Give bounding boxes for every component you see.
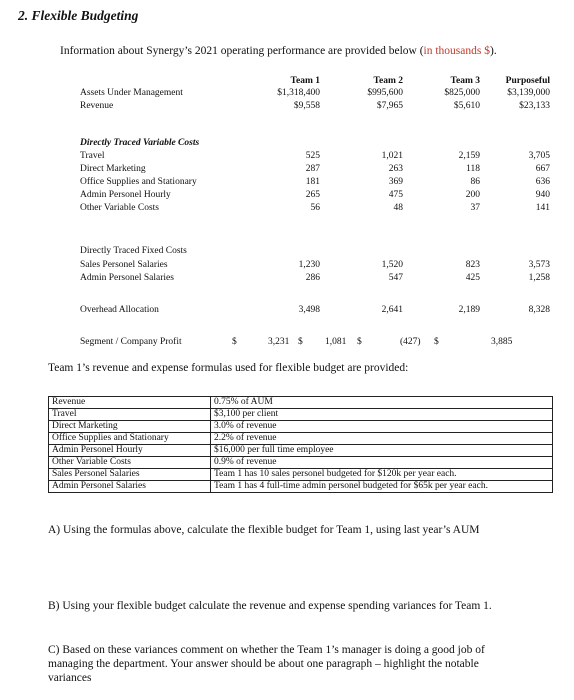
row-label: Direct Marketing bbox=[80, 164, 146, 174]
formula-table bbox=[48, 396, 553, 493]
formula-item: Admin Personel Salaries bbox=[49, 481, 211, 493]
cell: $825,000 bbox=[444, 88, 480, 98]
currency-symbol: $ bbox=[232, 337, 237, 347]
formula-value: 2.2% of revenue bbox=[211, 433, 553, 445]
cell: 200 bbox=[465, 190, 480, 200]
fixed-costs-title bbox=[80, 246, 540, 259]
row-label: Assets Under Management bbox=[80, 88, 183, 98]
cell: 525 bbox=[305, 151, 320, 161]
aum-row bbox=[80, 88, 550, 101]
profit-label: Segment / Company Profit bbox=[80, 337, 182, 347]
cell: 1,258 bbox=[528, 273, 550, 283]
formula-value: 0.9% of revenue bbox=[211, 457, 553, 469]
cell: 369 bbox=[388, 177, 403, 187]
formula-value: Team 1 has 10 sales personel budgeted for $120k per year each. bbox=[211, 469, 553, 481]
row-label: Other Variable Costs bbox=[80, 203, 159, 213]
cell: 547 bbox=[388, 273, 403, 283]
formula-value: $3,100 per client bbox=[211, 409, 553, 421]
cell: 287 bbox=[305, 164, 320, 174]
row-label: Revenue bbox=[80, 101, 114, 111]
cell: $1,318,400 bbox=[277, 88, 320, 98]
profit-purposeful: 3,885 bbox=[491, 337, 513, 347]
question-c-line3: variances bbox=[48, 672, 92, 684]
header-team1: Team 1 bbox=[290, 76, 320, 86]
formula-item: Sales Personel Salaries bbox=[49, 469, 211, 481]
table-row bbox=[80, 190, 550, 203]
cell: 475 bbox=[388, 190, 403, 200]
cell: 940 bbox=[535, 190, 550, 200]
cell: 141 bbox=[535, 203, 550, 213]
cell: 3,573 bbox=[528, 260, 550, 270]
overhead-row bbox=[80, 305, 550, 318]
table-row bbox=[49, 421, 553, 433]
row-label: Admin Personel Hourly bbox=[80, 190, 171, 200]
cell: 1,520 bbox=[381, 260, 403, 270]
formula-item: Admin Personel Hourly bbox=[49, 445, 211, 457]
variable-costs-title bbox=[80, 138, 540, 151]
cell: 286 bbox=[305, 273, 320, 283]
cell: 118 bbox=[466, 164, 480, 174]
table-row bbox=[49, 469, 553, 481]
question-a: A) Using the formulas above, calculate the flexible budget for Team 1, using last year’s AUM bbox=[48, 524, 480, 536]
cell: 181 bbox=[305, 177, 320, 187]
table-row bbox=[49, 481, 553, 493]
row-label: Overhead Allocation bbox=[80, 305, 159, 315]
cell: 823 bbox=[465, 260, 480, 270]
cell: 265 bbox=[305, 190, 320, 200]
currency-symbol: $ bbox=[298, 337, 303, 347]
question-c-line2: managing the department. Your answer should be about one paragraph – highlight the notable bbox=[48, 658, 479, 670]
header-team2: Team 2 bbox=[373, 76, 403, 86]
cell: 2,641 bbox=[381, 305, 403, 315]
cell: $995,600 bbox=[367, 88, 403, 98]
formula-item: Revenue bbox=[49, 397, 211, 409]
table-row bbox=[80, 151, 550, 164]
table-row bbox=[80, 164, 550, 177]
formula-intro: Team 1’s revenue and expense formulas used for flexible budget are provided: bbox=[48, 362, 409, 374]
formula-item: Travel bbox=[49, 409, 211, 421]
formula-item: Direct Marketing bbox=[49, 421, 211, 433]
cell: 37 bbox=[470, 203, 480, 213]
table-row bbox=[49, 397, 553, 409]
info-line bbox=[60, 45, 497, 57]
cell: 1,230 bbox=[298, 260, 320, 270]
formula-value: $16,000 per full time employee bbox=[211, 445, 553, 457]
row-label: Travel bbox=[80, 151, 105, 161]
formula-item: Office Supplies and Stationary bbox=[49, 433, 211, 445]
cell: $5,610 bbox=[453, 101, 480, 111]
cell: 2,189 bbox=[458, 305, 480, 315]
cell: 86 bbox=[470, 177, 480, 187]
table-row bbox=[80, 177, 550, 190]
header-purposeful: Purposeful bbox=[505, 76, 550, 86]
cell: 636 bbox=[535, 177, 550, 187]
table-row bbox=[49, 409, 553, 421]
cell: 1,021 bbox=[381, 151, 403, 161]
formula-value: Team 1 has 4 full-time admin personel budgeted for $65k per year each. bbox=[211, 481, 553, 493]
info-prefix: Information about Synergy’s 2021 operating performance are provided below ( bbox=[60, 45, 424, 57]
cell: 263 bbox=[388, 164, 403, 174]
group-title: Directly Traced Variable Costs bbox=[80, 138, 200, 148]
table-row bbox=[80, 203, 550, 216]
question-c-line1: C) Based on these variances comment on whether the Team 1’s manager is doing a good job of bbox=[48, 644, 485, 656]
formula-value: 3.0% of revenue bbox=[211, 421, 553, 433]
group-title: Directly Traced Fixed Costs bbox=[80, 246, 187, 256]
question-b: B) Using your flexible budget calculate the revenue and expense spending variances for Team 1. bbox=[48, 600, 492, 612]
profit-team1: 3,231 bbox=[268, 337, 290, 347]
cell: 425 bbox=[465, 273, 480, 283]
row-label: Sales Personel Salaries bbox=[80, 260, 168, 270]
cell: $9,558 bbox=[293, 101, 320, 111]
header-team3: Team 3 bbox=[450, 76, 480, 86]
info-suffix: ). bbox=[489, 45, 497, 57]
cell: 667 bbox=[535, 164, 550, 174]
cell: $7,965 bbox=[376, 101, 403, 111]
row-label: Admin Personel Salaries bbox=[80, 273, 174, 283]
currency-symbol: $ bbox=[357, 337, 362, 347]
cell: 3,705 bbox=[528, 151, 550, 161]
table-row bbox=[80, 273, 550, 286]
currency-symbol: $ bbox=[434, 337, 439, 347]
revenue-row bbox=[80, 101, 550, 114]
profit-team2: 1,081 bbox=[325, 337, 347, 347]
table-row bbox=[49, 433, 553, 445]
formula-item: Other Variable Costs bbox=[49, 457, 211, 469]
profit-team3: (427) bbox=[400, 337, 421, 347]
cell: 48 bbox=[393, 203, 403, 213]
formula-value: 0.75% of AUM bbox=[211, 397, 553, 409]
table-row bbox=[49, 445, 553, 457]
table-row bbox=[80, 260, 550, 273]
cell: $3,139,000 bbox=[507, 88, 550, 98]
cell: $23,133 bbox=[519, 101, 550, 111]
section-title: 2. Flexible Budgeting bbox=[18, 8, 139, 23]
table-row bbox=[49, 457, 553, 469]
cell: 2,159 bbox=[458, 151, 480, 161]
info-highlight: in thousands $ bbox=[423, 45, 490, 57]
cell: 3,498 bbox=[298, 305, 320, 315]
cell: 56 bbox=[310, 203, 320, 213]
row-label: Office Supplies and Stationary bbox=[80, 177, 197, 187]
cell: 8,328 bbox=[528, 305, 550, 315]
